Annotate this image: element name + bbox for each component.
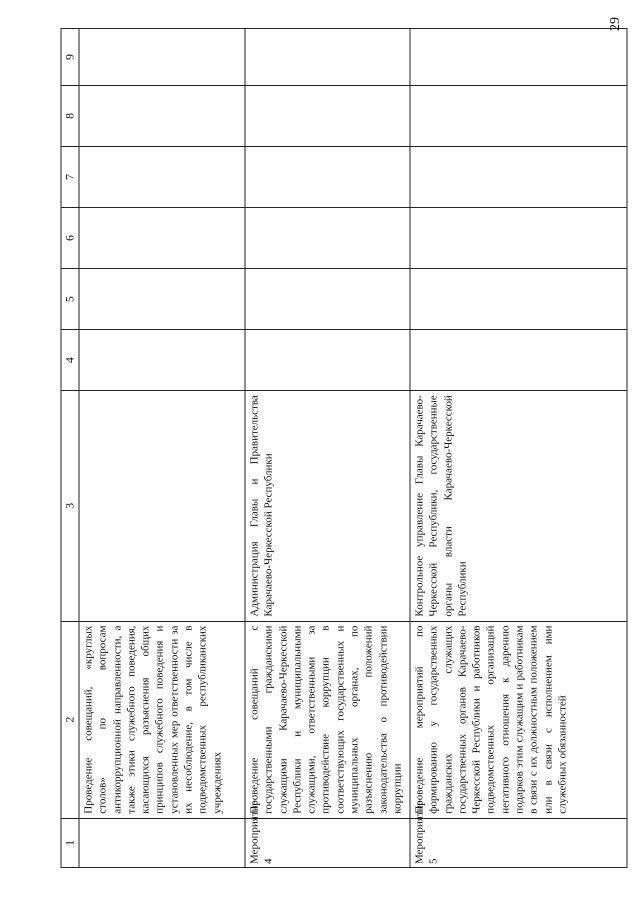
empty-cell xyxy=(245,330,410,391)
empty-cell xyxy=(79,85,245,146)
empty-cell xyxy=(410,29,627,86)
table-header-row xyxy=(61,29,79,868)
table-row xyxy=(410,29,627,868)
page-number: 29 xyxy=(608,17,623,31)
empty-cell xyxy=(245,85,410,146)
activity-label-cell: Мероприятие 5 xyxy=(410,818,627,867)
column-header: 4 xyxy=(61,330,79,391)
executor-cell: Администрация Главы и Правительства Карачаево-Черкесской Республики xyxy=(245,391,410,621)
activity-description-cell: Проведение мероприятий по формированию у государственных гражданских служащих государственных органов Карачаево-Черкесской Республики и работников подведомственных организаций негативного отношения к дарению подарков этим служащим и работникам в связи с их должностным положением или в связи с исполнением ими служебных обязанностей xyxy=(410,621,627,818)
empty-cell xyxy=(245,29,410,86)
column-header: 7 xyxy=(61,146,79,207)
empty-cell xyxy=(410,330,627,391)
executor-cell xyxy=(79,391,245,621)
activity-description-cell: Проведение совещаний, «круглых столов» по вопросам антикоррупционной направленности, а также этики служебного поведения, касающихся разъяснения общих принципов служебного поведения и установленных мер ответственности за их несоблюдение, в том числе в подведомственных республиканских учреждениях xyxy=(79,621,245,818)
column-header: 3 xyxy=(61,391,79,621)
empty-cell xyxy=(79,269,245,330)
program-activities-table xyxy=(60,28,625,868)
empty-cell xyxy=(79,208,245,269)
empty-cell xyxy=(245,208,410,269)
empty-cell xyxy=(410,208,627,269)
rotated-table-area xyxy=(60,28,625,868)
activity-label-cell xyxy=(79,818,245,867)
column-header: 2 xyxy=(61,621,79,818)
column-header: 9 xyxy=(61,29,79,86)
empty-cell xyxy=(245,269,410,330)
activity-description-cell: Проведение совещаний с государственными гражданскими служащими Карачаево-Черкесской Республики и муниципальными служащими, ответственными за противодействие коррупции в соответствующих государственных и муниципальных органах, по разъяснению положений законодательства о противодействии коррупции xyxy=(245,621,410,818)
empty-cell xyxy=(410,146,627,207)
empty-cell xyxy=(79,330,245,391)
empty-cell xyxy=(79,146,245,207)
column-header: 5 xyxy=(61,269,79,330)
column-header: 1 xyxy=(61,818,79,867)
executor-cell: Контрольное управление Главы Карачаево-Черкесской Республики, государственные органы власти Карачаево-Черкесской Республики xyxy=(410,391,627,621)
activity-label-cell: Мероприятие 4 xyxy=(245,818,410,867)
column-header: 6 xyxy=(61,208,79,269)
column-header: 8 xyxy=(61,85,79,146)
empty-cell xyxy=(410,269,627,330)
empty-cell xyxy=(79,29,245,86)
table-row xyxy=(245,29,410,868)
empty-cell xyxy=(245,146,410,207)
empty-cell xyxy=(410,85,627,146)
table-row xyxy=(79,29,245,868)
